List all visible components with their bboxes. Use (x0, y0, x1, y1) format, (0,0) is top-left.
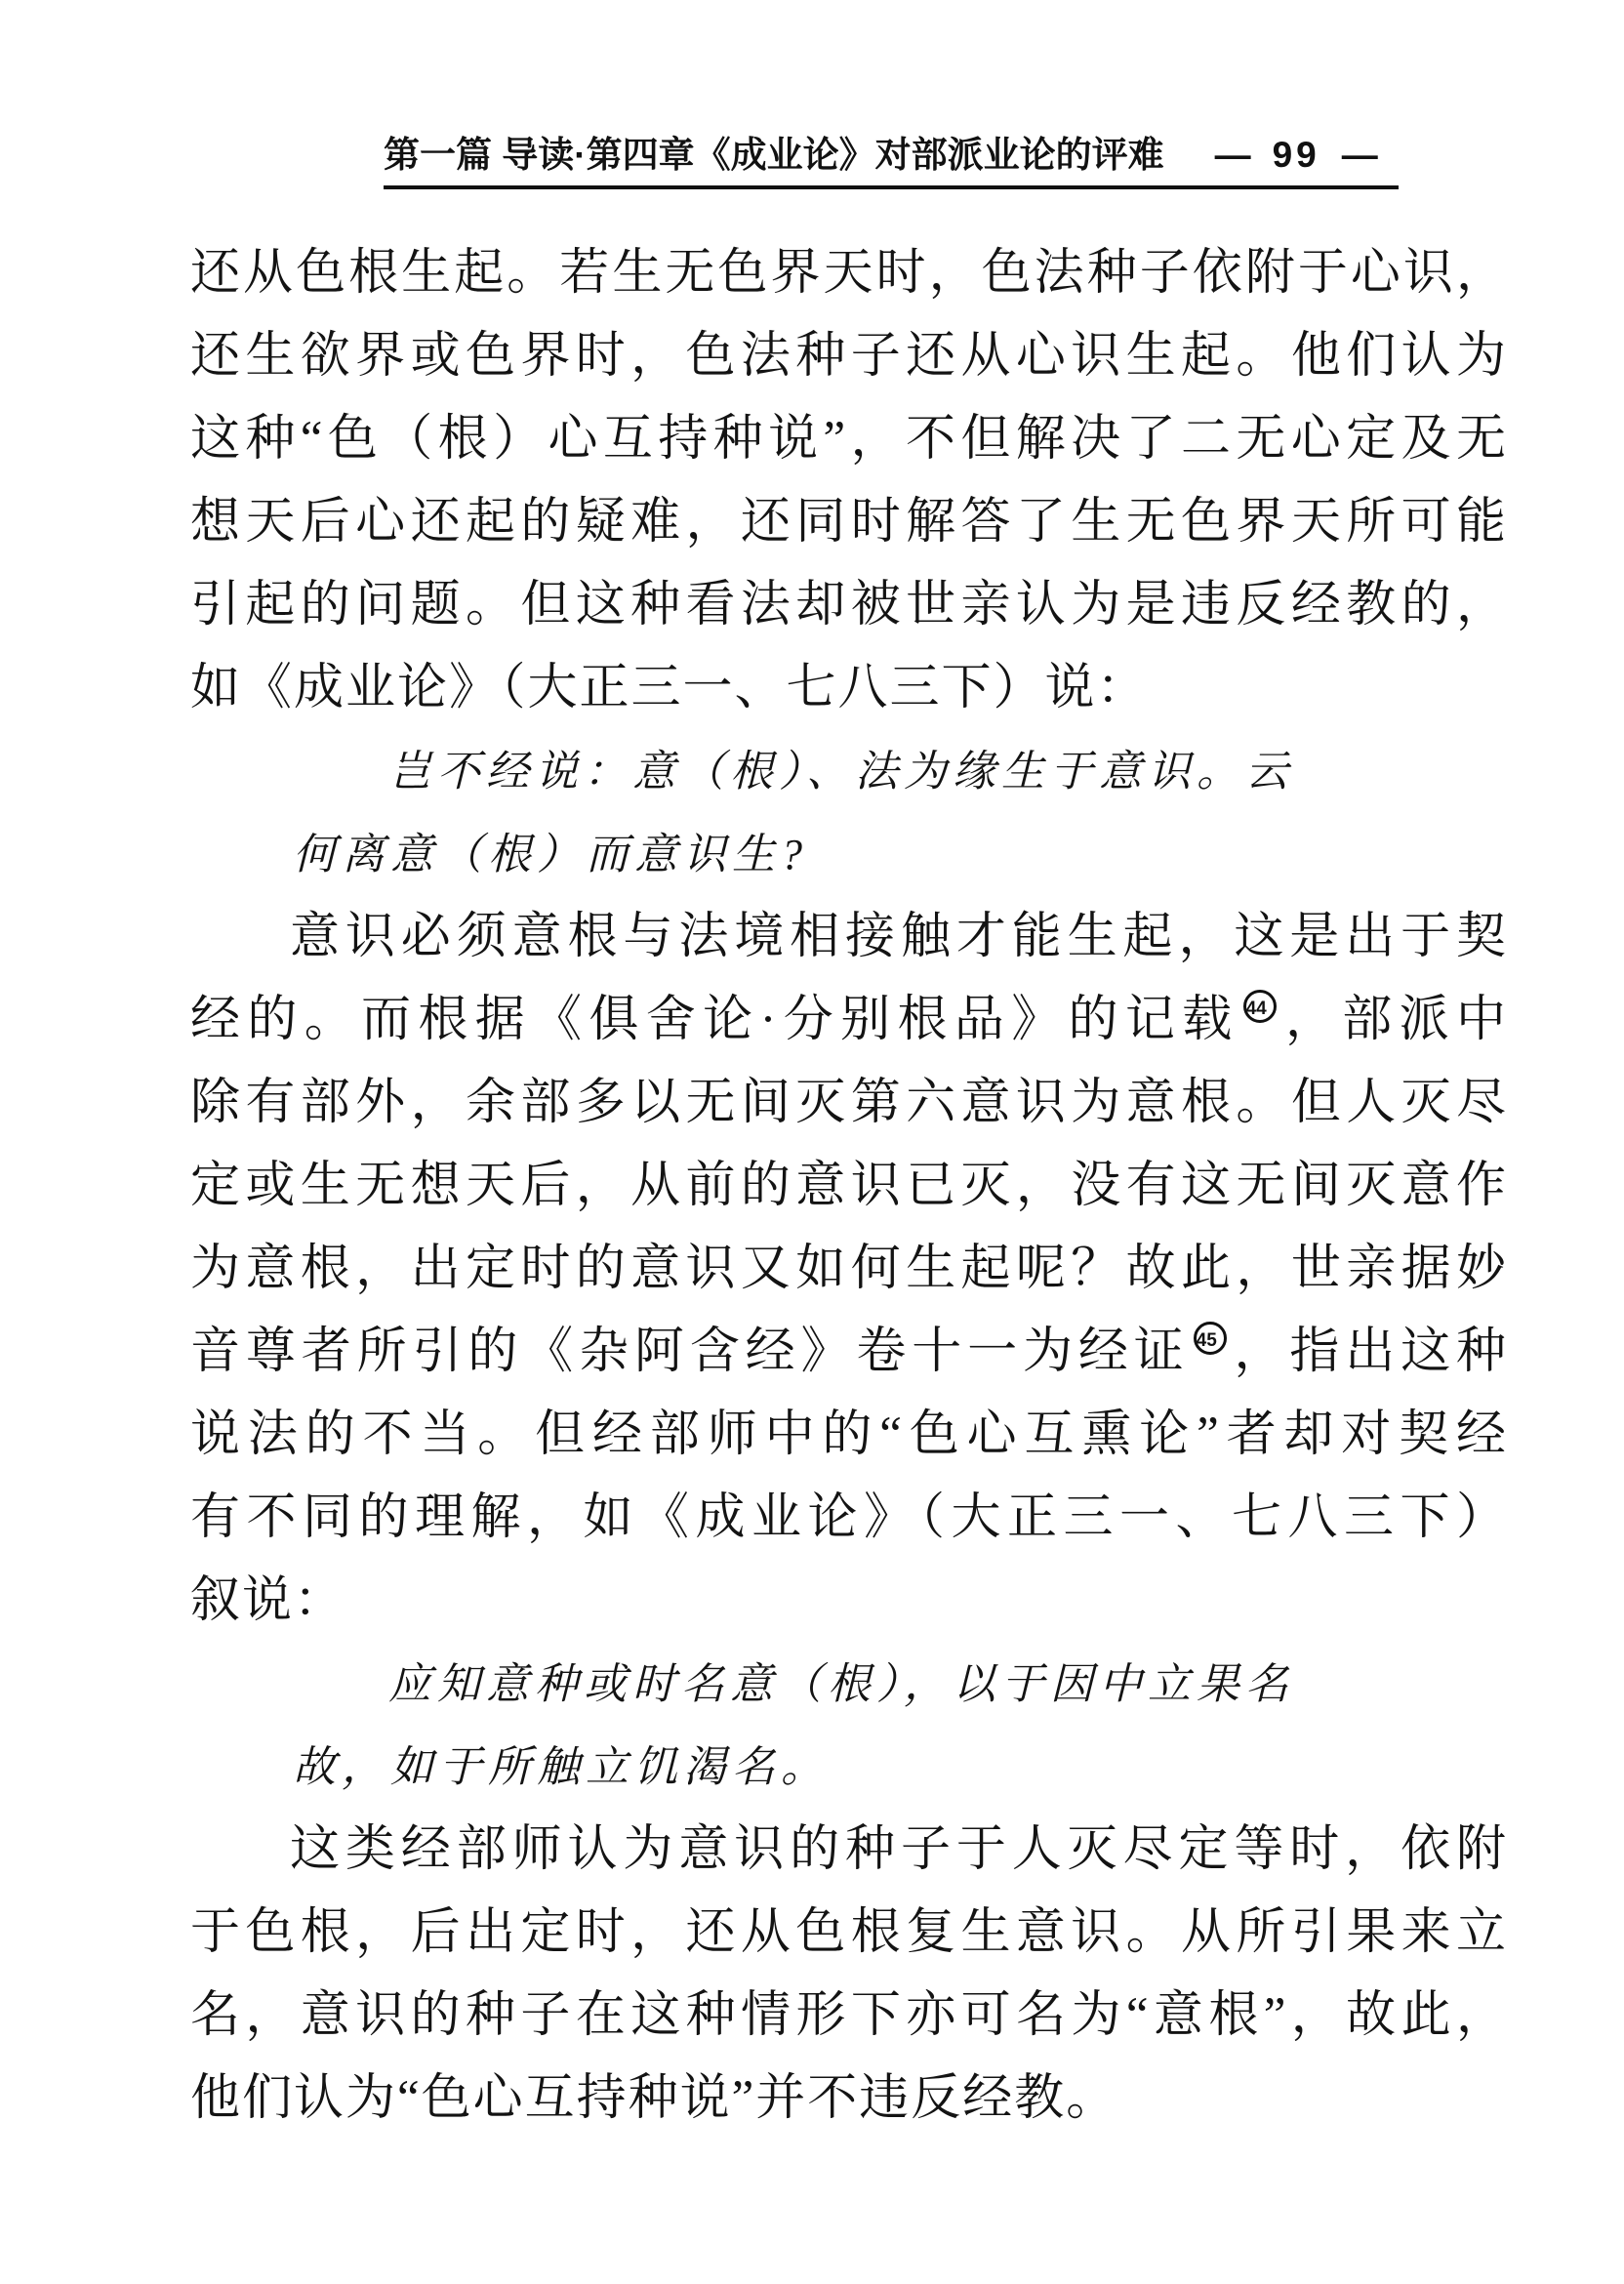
body-line (190, 1311, 1508, 1394)
quote-line: 何离意（根）而意识生? (293, 831, 808, 878)
running-head (384, 135, 1399, 189)
body-line: 如《成业论》（大正三一、七八三下）说： (190, 661, 1149, 715)
body-line: 定或生无想天后，从前的意识已灭，没有这无间灭意作 (190, 1159, 1508, 1213)
page-number: 99 (1272, 135, 1320, 175)
body-line (190, 979, 1508, 1062)
body-line: 为意根，出定时的意识又如何生起呢？故此，世亲据妙 (190, 1242, 1508, 1296)
quote-line: 故，如于所触立饥渴名。 (293, 1743, 830, 1791)
chapter-title: 第一篇 导读·第四章《成业论》对部派业论的评难 (384, 135, 1164, 175)
page-number-group (1194, 135, 1400, 176)
footnote-marker-45: 45 (1194, 1322, 1227, 1355)
body-line: 这种“色（根）心互持种说”，不但解决了二无心定及无 (190, 412, 1508, 467)
footnote-marker-44: 44 (1243, 990, 1277, 1023)
body-text-segment: 经的。而根据《俱舍论·分别根品》的记载 (190, 993, 1239, 1047)
body-line: 还从色根生起。若生无色界天时，色法种子依附于心识， (190, 246, 1508, 301)
body-line: 除有部外，余部多以无间灭第六意识为意根。但人灭尽 (190, 1076, 1508, 1130)
body-text-segment: ，部派中 (1279, 993, 1508, 1047)
quote-line: 岂不经说：意（根）、法为缘生于意识。云 (388, 748, 1294, 795)
body-line: 引起的问题。但这种看法却被世亲认为是违反经教的， (190, 578, 1508, 632)
body-line: 于色根，后出定时，还从色根复生意识。从所引果来立 (190, 1905, 1508, 1960)
body-line: 意识必须意根与法境相接触才能生起，这是出于契 (290, 910, 1508, 964)
dash-right: — (1341, 135, 1378, 175)
body-line: 想天后心还起的疑难，还同时解答了生无色界天所可能 (190, 495, 1508, 550)
body-line: 还生欲界或色界时，色法种子还从心识生起。他们认为 (190, 329, 1508, 384)
body-line: 有不同的理解，如《成业论》（大正三一、七八三下） (190, 1490, 1508, 1545)
quote-line: 应知意种或时名意（根），以于因中立果名 (388, 1660, 1294, 1708)
body-text-segment: ，指出这种 (1230, 1325, 1508, 1379)
body-line: 名，意识的种子在这种情形下亦可名为“意根”，故此， (190, 1988, 1508, 2043)
text-column (190, 232, 1508, 2141)
body-line: 说法的不当。但经部师中的“色心互熏论”者却对契经 (190, 1407, 1508, 1462)
body-line: 这类经部师认为意识的种子于人灭尽定等时，依附 (290, 1822, 1508, 1877)
body-line: 他们认为“色心互持种说”并不违反经教。 (190, 2071, 1118, 2126)
dash-left: — (1214, 135, 1251, 175)
body-line: 叙说： (190, 1573, 346, 1628)
body-text-segment: 音尊者所引的《杂阿含经》卷十一为经证 (190, 1325, 1190, 1379)
